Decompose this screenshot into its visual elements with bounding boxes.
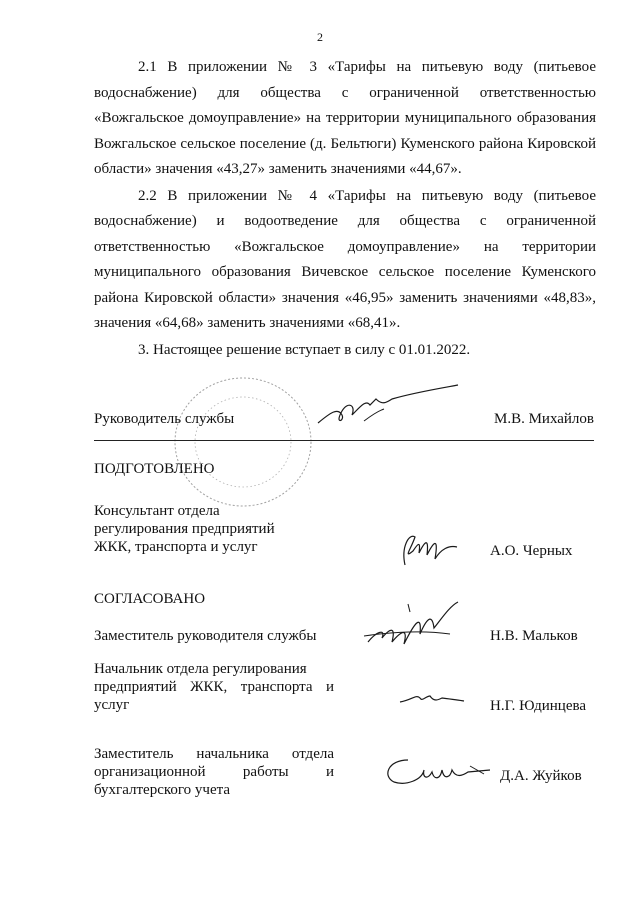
paragraph-2-1: 2.1 В приложении № 3 «Тарифы на питьевую воду (питьевое водоснабжение) для общества с ограниченной ответственностью «Вожгальское домоуправление» на территории муниципального образования Вожгальское сельское поселение (д. Бельтюги) Куменского района Кировской области» значения «43,27» заменить значениями «44,67». bbox=[94, 59, 596, 177]
body-text bbox=[94, 55, 596, 363]
signer-role-line: бухгалтерского учета bbox=[94, 782, 231, 798]
prepared-role-line: регулирования предприятий bbox=[94, 521, 275, 537]
official-stamp bbox=[168, 372, 318, 512]
signer-role bbox=[94, 660, 334, 714]
prepared-heading: ПОДГОТОВЛЕНО bbox=[94, 461, 215, 477]
prepared-name: А.О. Черных bbox=[490, 543, 573, 559]
prepared-role-line: ЖКК, транспорта и услуг bbox=[94, 539, 258, 555]
signer-role: Заместитель руководителя службы bbox=[94, 628, 317, 644]
prepared-role-line: Консультант отдела bbox=[94, 503, 220, 519]
page-number: 2 bbox=[317, 30, 323, 44]
signer-name: Н.Г. Юдинцева bbox=[490, 698, 587, 714]
prepared-role bbox=[94, 502, 334, 556]
signer-role-line: предприятий ЖКК, транспорта и bbox=[94, 679, 334, 695]
separator-line bbox=[94, 440, 594, 441]
signer-role bbox=[94, 745, 334, 799]
signer-role-line: Заместитель начальника отдела bbox=[94, 746, 334, 762]
signer-name: Д.А. Жуйков bbox=[500, 768, 582, 784]
signer-signature bbox=[362, 598, 472, 668]
prepared-signature bbox=[395, 525, 465, 575]
head-role: Руководитель службы bbox=[94, 411, 235, 427]
head-signature bbox=[312, 385, 462, 435]
signer-role-line: Начальник отдела регулирования bbox=[94, 661, 307, 677]
signer-signature bbox=[378, 752, 498, 792]
agreed-heading: СОГЛАСОВАНО bbox=[94, 591, 206, 607]
signer-role-line: услуг bbox=[94, 697, 130, 713]
signer-signature bbox=[398, 688, 468, 712]
paragraph-2-2: 2.2 В приложении № 4 «Тарифы на питьевую воду (питьевое водоснабжение) и водоотведение для общества с ограниченной ответственностью «Вожгальское домоуправление» на территории муниципального образования Вичевское сельское поселение Куменского района Кировской области» значения «46,95» заменить значениями «48,83», значения «64,68» заменить значениями «68,41». bbox=[94, 187, 596, 331]
signer-name: Н.В. Мальков bbox=[490, 628, 578, 644]
paragraph-3: 3. Настоящее решение вступает в силу с 01.01.2022. bbox=[138, 341, 471, 358]
head-name: М.В. Михайлов bbox=[493, 411, 594, 427]
signer-role-line: организационной работы и bbox=[94, 764, 334, 780]
